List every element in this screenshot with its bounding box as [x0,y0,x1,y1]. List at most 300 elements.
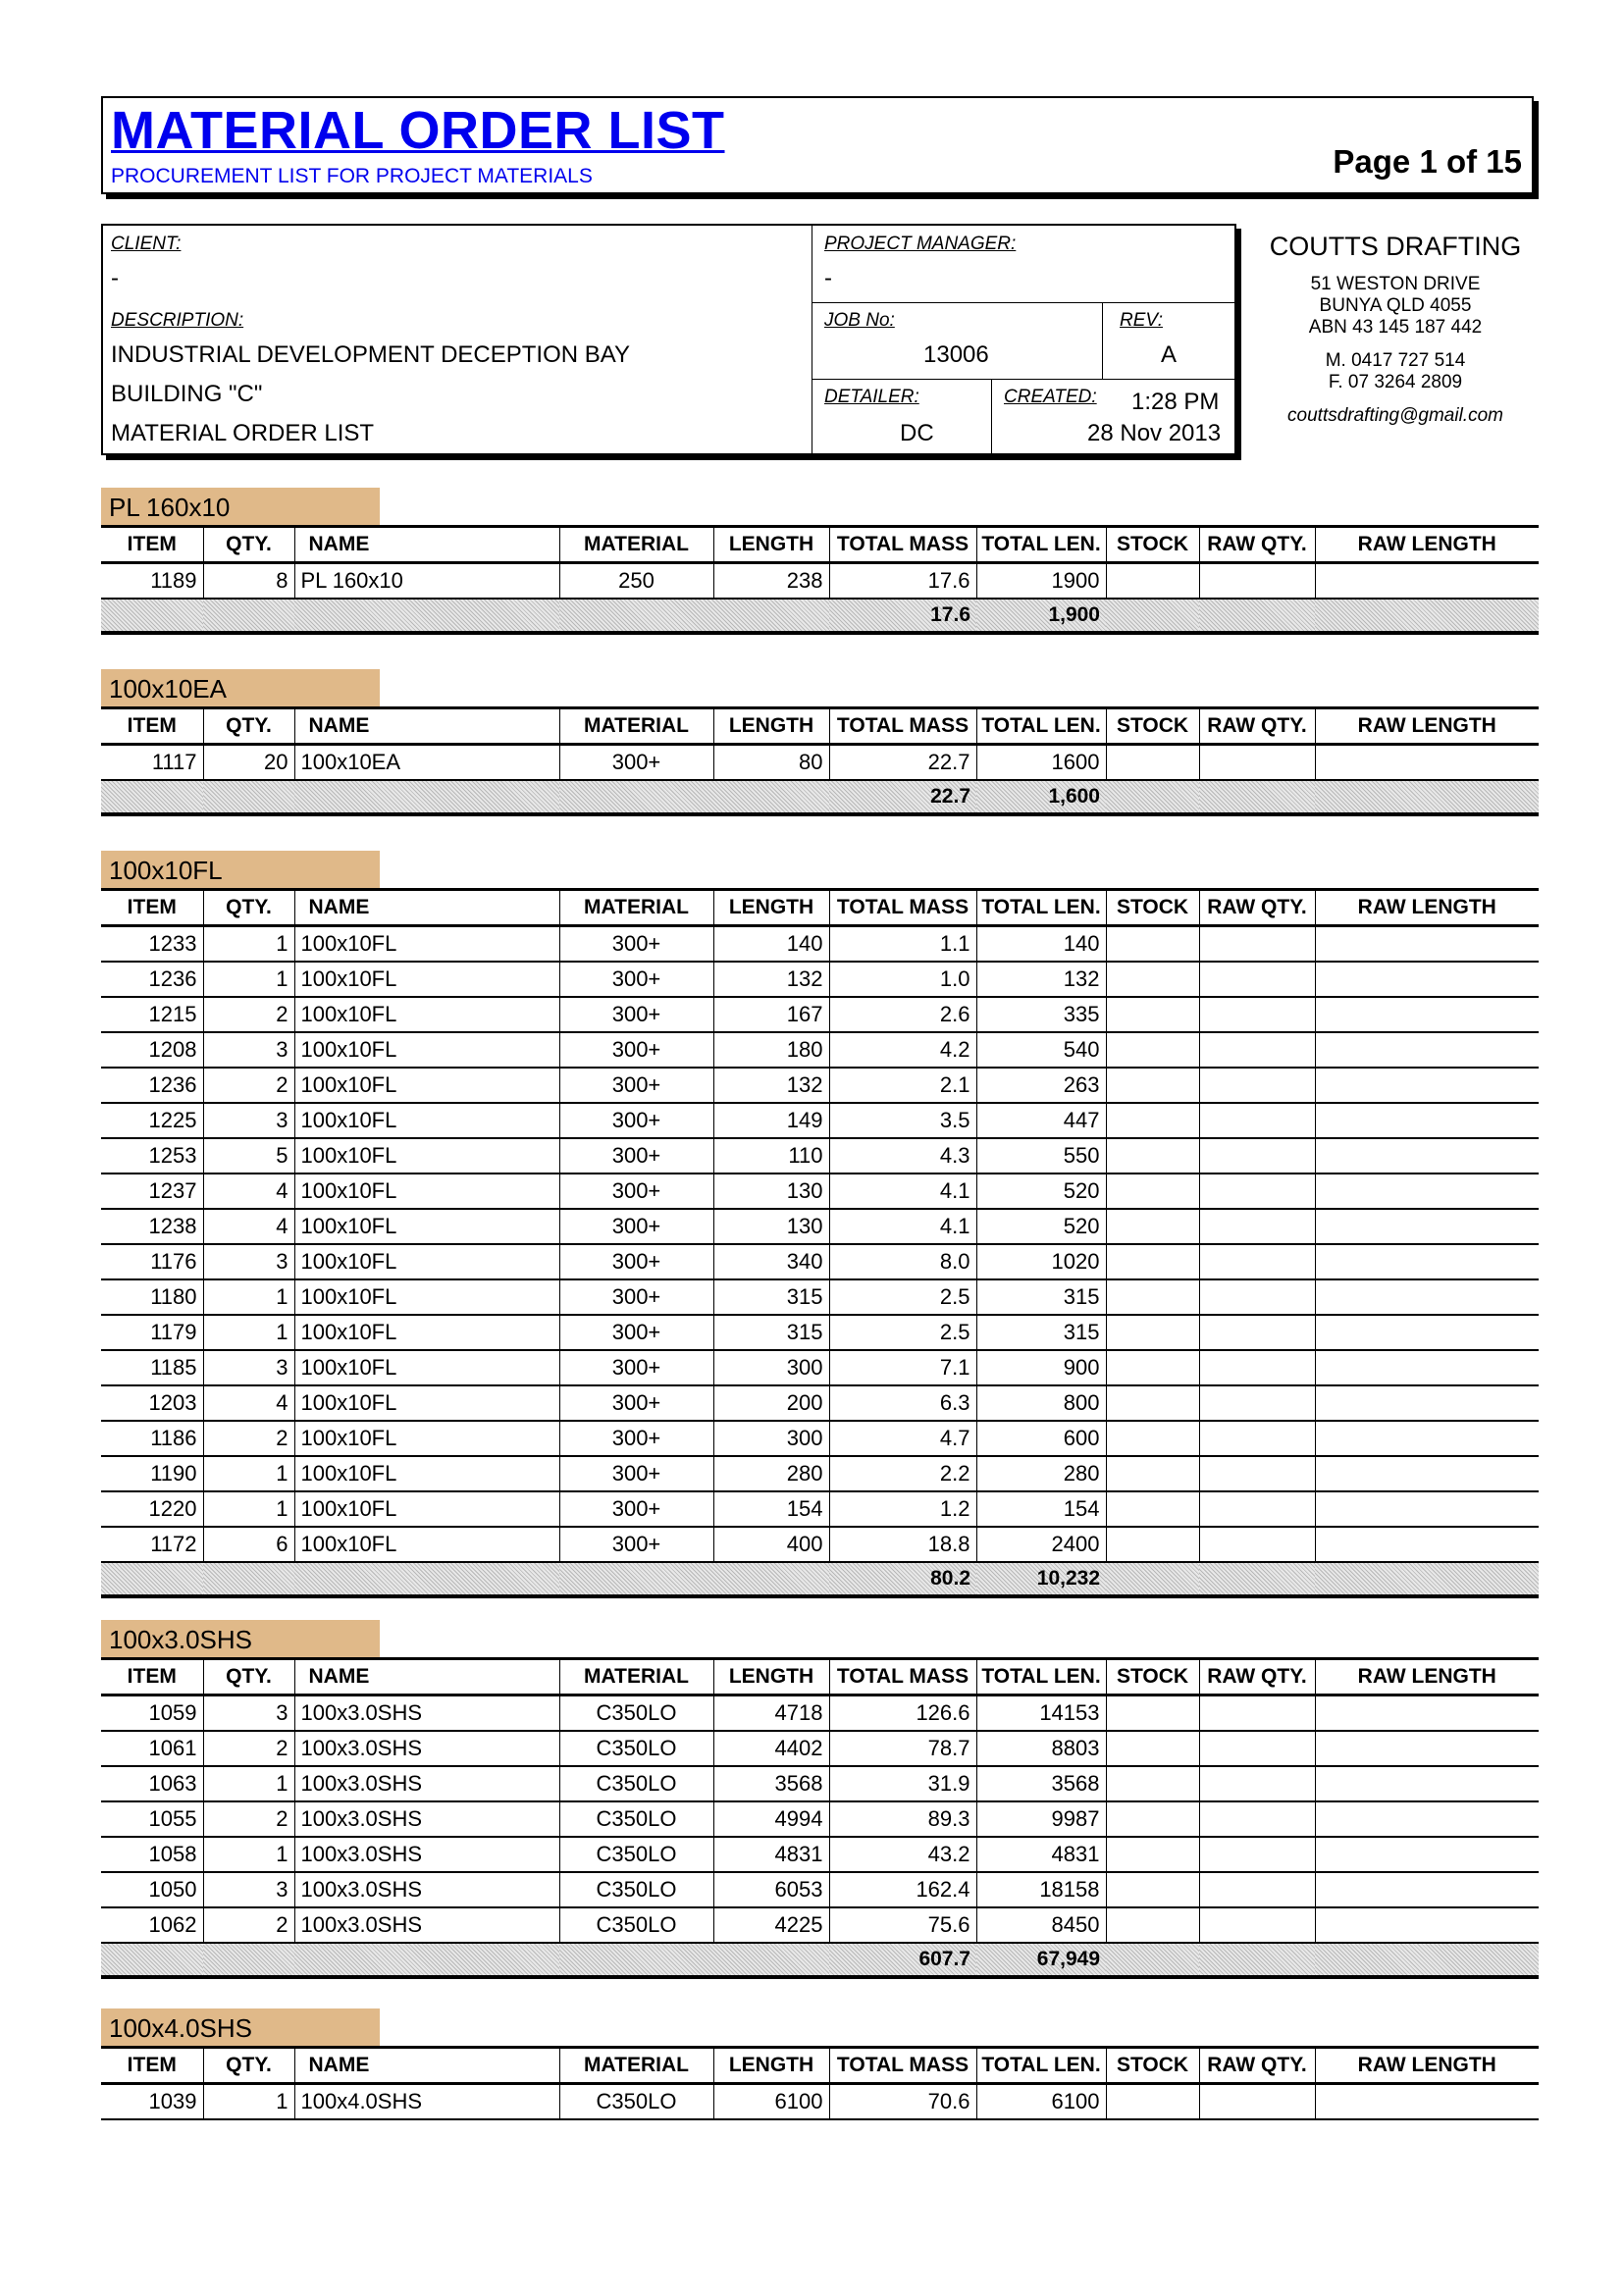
table-cell [1315,745,1539,781]
table-cell [1315,1766,1539,1801]
table-cell [1106,926,1199,963]
company-fax: F. 07 3264 2809 [1328,372,1463,392]
column-header: ITEM [101,2048,203,2084]
table-cell: 1180 [101,1279,203,1315]
table-row [101,1068,1539,1103]
table-cell: 300+ [559,1209,713,1244]
total-cell [101,1943,203,1977]
table-cell: 100x4.0SHS [294,2084,559,2120]
table-cell [1106,1456,1199,1491]
company-name: COUTTS DRAFTING [1269,232,1522,261]
table-cell: 300+ [559,1244,713,1279]
table-cell [1315,1872,1539,1907]
table-cell: 1.1 [829,926,976,963]
table-cell [1315,1103,1539,1138]
project-manager-value: - [824,265,832,291]
table-cell: 4 [203,1385,294,1421]
table-cell: 154 [713,1491,829,1527]
table-cell [1199,1527,1315,1562]
table-cell [1315,1801,1539,1837]
table-cell: 4 [203,1209,294,1244]
table-cell: 1233 [101,926,203,963]
table-cell: 4.3 [829,1138,976,1174]
table-cell [1315,1350,1539,1385]
column-header: MATERIAL [559,2048,713,2084]
material-table [101,888,1539,1598]
table-cell [1199,962,1315,997]
table-cell: 1176 [101,1244,203,1279]
table-cell: 100x10FL [294,1209,559,1244]
title-box [101,96,1534,194]
column-header: RAW LENGTH [1315,708,1539,745]
table-cell [1106,1032,1199,1068]
table-cell [1199,1032,1315,1068]
table-cell [1315,1138,1539,1174]
table-cell: 1203 [101,1385,203,1421]
table-cell: 154 [976,1491,1106,1527]
table-cell: 2 [203,1731,294,1766]
total-row [101,1943,1539,1977]
table-cell: 180 [713,1032,829,1068]
detailer-label: DETAILER: [824,387,919,407]
total-cell [559,780,713,814]
table-cell: 340 [713,1244,829,1279]
table-cell [1199,1456,1315,1491]
table-row [101,1385,1539,1421]
table-cell: 4831 [976,1837,1106,1872]
table-cell: 2.1 [829,1068,976,1103]
column-header: RAW QTY. [1199,2048,1315,2084]
table-row [101,1456,1539,1491]
total-row [101,1562,1539,1596]
total-length: 1,600 [976,780,1106,814]
table-cell: 1 [203,1491,294,1527]
table-cell: 1117 [101,745,203,781]
column-header: QTY. [203,890,294,926]
table-cell: 100x10FL [294,1032,559,1068]
table-cell: 100x3.0SHS [294,1731,559,1766]
table-cell: PL 160x10 [294,563,559,600]
total-cell [203,1562,294,1596]
table-cell: 300+ [559,1174,713,1209]
table-cell [1315,1315,1539,1350]
table-cell [1106,1872,1199,1907]
table-cell: 3 [203,1244,294,1279]
table-row [101,1801,1539,1837]
table-header-row [101,1659,1539,1695]
table-row [101,1244,1539,1279]
table-cell: 300+ [559,1138,713,1174]
table-cell [1106,1315,1199,1350]
table-cell: 1050 [101,1872,203,1907]
table-cell [1315,1032,1539,1068]
table-row [101,1837,1539,1872]
table-cell: 300 [713,1350,829,1385]
table-cell: 1 [203,1766,294,1801]
table-cell [1199,1801,1315,1837]
table-cell: 300+ [559,997,713,1032]
total-mass: 80.2 [829,1562,976,1596]
table-cell [1106,1385,1199,1421]
table-cell: 1062 [101,1907,203,1943]
table-cell: 162.4 [829,1872,976,1907]
total-cell [559,1943,713,1977]
total-cell [294,1943,559,1977]
table-cell: 6.3 [829,1385,976,1421]
table-cell: 100x3.0SHS [294,1907,559,1943]
table-cell: 132 [713,1068,829,1103]
table-cell: 1063 [101,1766,203,1801]
table-cell: 8803 [976,1731,1106,1766]
column-header: NAME [294,890,559,926]
table-cell: 300+ [559,1103,713,1138]
total-cell [1199,780,1315,814]
column-header: MATERIAL [559,527,713,563]
table-cell: 140 [713,926,829,963]
table-cell: 70.6 [829,2084,976,2120]
table-cell [1199,1907,1315,1943]
column-header: TOTAL MASS [829,708,976,745]
table-cell: 3 [203,1695,294,1732]
table-cell: 100x10FL [294,1174,559,1209]
table-header-row [101,890,1539,926]
material-table [101,1657,1539,1979]
table-cell: 1236 [101,962,203,997]
company-abn: ABN 43 145 187 442 [1308,317,1483,338]
table-cell [1106,1766,1199,1801]
table-row [101,2084,1539,2120]
table-header-row [101,2048,1539,2084]
table-cell: 1 [203,1456,294,1491]
created-date: 28 Nov 2013 [1087,420,1222,446]
client-value: - [111,265,119,291]
table-cell: 2.5 [829,1279,976,1315]
table-cell: 263 [976,1068,1106,1103]
table-cell: 300+ [559,1315,713,1350]
table-cell [1199,1766,1315,1801]
table-cell: 100x3.0SHS [294,1695,559,1732]
column-header: TOTAL MASS [829,890,976,926]
column-header: RAW LENGTH [1315,890,1539,926]
table-cell: 126.6 [829,1695,976,1732]
table-cell: 4.2 [829,1032,976,1068]
total-mass: 22.7 [829,780,976,814]
table-cell: 110 [713,1138,829,1174]
table-cell [1315,1907,1539,1943]
table-cell [1199,1244,1315,1279]
table-cell: 2 [203,997,294,1032]
table-cell: 1 [203,2084,294,2120]
table-cell: 100x3.0SHS [294,1837,559,1872]
table-cell: C350LO [559,1907,713,1943]
table-cell: 900 [976,1350,1106,1385]
table-cell: 1900 [976,563,1106,600]
table-cell [1315,563,1539,600]
table-cell: 100x10FL [294,962,559,997]
table-cell: 3 [203,1032,294,1068]
table-cell: 100x3.0SHS [294,1801,559,1837]
table-cell: 8 [203,563,294,600]
table-cell: 4.1 [829,1174,976,1209]
table-cell: 1238 [101,1209,203,1244]
column-header: STOCK [1106,1659,1199,1695]
table-cell: 1179 [101,1315,203,1350]
total-cell [1199,599,1315,633]
table-cell [1199,1138,1315,1174]
table-cell: 315 [976,1279,1106,1315]
table-cell: 100x10FL [294,1279,559,1315]
column-header: QTY. [203,708,294,745]
table-cell: 2.2 [829,1456,976,1491]
table-cell [1315,1209,1539,1244]
table-cell: 800 [976,1385,1106,1421]
table-cell: 3 [203,1872,294,1907]
total-cell [203,780,294,814]
table-cell: 4 [203,1174,294,1209]
table-cell: 315 [713,1279,829,1315]
table-cell [1106,1174,1199,1209]
table-cell [1315,1527,1539,1562]
table-cell: 335 [976,997,1106,1032]
material-table [101,2046,1539,2120]
revision-value: A [1161,341,1178,368]
table-cell: 1215 [101,997,203,1032]
table-cell: 1190 [101,1456,203,1491]
table-cell [1199,1695,1315,1732]
table-cell [1315,1731,1539,1766]
table-cell: 200 [713,1385,829,1421]
company-mobile: M. 0417 727 514 [1325,350,1466,371]
table-cell: C350LO [559,1695,713,1732]
column-header: MATERIAL [559,708,713,745]
table-cell: 2.6 [829,997,976,1032]
column-header: TOTAL MASS [829,527,976,563]
table-cell [1106,745,1199,781]
table-cell [1199,1103,1315,1138]
table-cell: 1189 [101,563,203,600]
table-row [101,1527,1539,1562]
table-cell: 2 [203,1801,294,1837]
table-cell: 100x10FL [294,1138,559,1174]
column-header: RAW LENGTH [1315,2048,1539,2084]
table-cell: 520 [976,1209,1106,1244]
table-cell [1106,2084,1199,2120]
column-header: TOTAL MASS [829,1659,976,1695]
column-header: ITEM [101,1659,203,1695]
table-cell: 1253 [101,1138,203,1174]
total-cell [101,1562,203,1596]
table-cell: 100x10FL [294,1527,559,1562]
table-cell: 520 [976,1174,1106,1209]
table-row [101,1138,1539,1174]
table-cell: 238 [713,563,829,600]
table-cell: 300+ [559,1491,713,1527]
table-cell: 100x10FL [294,1350,559,1385]
column-header: TOTAL LEN. [976,708,1106,745]
table-cell [1106,1527,1199,1562]
table-row [101,1907,1539,1943]
table-cell [1106,1801,1199,1837]
total-cell [559,1562,713,1596]
table-cell: 130 [713,1209,829,1244]
material-table [101,525,1539,635]
company-email: couttsdrafting@gmail.com [1287,405,1503,426]
table-cell: 100x10EA [294,745,559,781]
table-cell [1199,926,1315,963]
table-cell: 1 [203,1837,294,1872]
table-row [101,745,1539,781]
table-cell: 4.7 [829,1421,976,1456]
table-cell: 300+ [559,1279,713,1315]
table-cell: 550 [976,1138,1106,1174]
section-title: 100x10EA [101,669,380,706]
table-cell: 1020 [976,1244,1106,1279]
table-cell [1199,1279,1315,1315]
column-header: TOTAL LEN. [976,1659,1106,1695]
client-label: CLIENT: [111,234,182,254]
table-row [101,1279,1539,1315]
total-cell [1106,1943,1199,1977]
total-cell [559,599,713,633]
table-cell: 1185 [101,1350,203,1385]
column-header: RAW LENGTH [1315,1659,1539,1695]
table-cell: 6100 [713,2084,829,2120]
table-cell: 300+ [559,1068,713,1103]
table-cell [1106,1421,1199,1456]
table-cell: 2 [203,1068,294,1103]
table-row [101,1032,1539,1068]
table-cell: 100x10FL [294,926,559,963]
document-subtitle: PROCUREMENT LIST FOR PROJECT MATERIALS [111,165,593,187]
table-cell: 100x10FL [294,1103,559,1138]
table-cell [1199,997,1315,1032]
table-cell [1106,997,1199,1032]
table-cell: 18158 [976,1872,1106,1907]
table-cell [1199,1350,1315,1385]
table-cell: 14153 [976,1695,1106,1732]
table-header-row [101,527,1539,563]
table-header-row [101,708,1539,745]
table-cell: 300+ [559,926,713,963]
table-cell: 130 [713,1174,829,1209]
table-row [101,563,1539,600]
table-cell: 1039 [101,2084,203,2120]
table-cell: 447 [976,1103,1106,1138]
created-label: CREATED: [1004,387,1097,407]
total-cell [713,780,829,814]
total-cell [1315,780,1539,814]
table-cell: 6053 [713,1872,829,1907]
table-cell: 250 [559,563,713,600]
table-cell [1315,1279,1539,1315]
table-cell: 17.6 [829,563,976,600]
table-cell: 4831 [713,1837,829,1872]
table-cell: 3.5 [829,1103,976,1138]
total-cell [101,599,203,633]
table-cell [1106,1731,1199,1766]
table-cell [1106,962,1199,997]
table-cell [1199,563,1315,600]
table-cell: C350LO [559,1731,713,1766]
table-cell: 1600 [976,745,1106,781]
table-cell: 132 [976,962,1106,997]
table-cell: 1055 [101,1801,203,1837]
table-row [101,1209,1539,1244]
table-cell [1199,1315,1315,1350]
table-cell: 167 [713,997,829,1032]
table-cell: 4225 [713,1907,829,1943]
total-row [101,780,1539,814]
column-header: ITEM [101,890,203,926]
total-cell [203,599,294,633]
table-cell [1315,926,1539,963]
document-title: MATERIAL ORDER LIST [111,101,725,160]
table-cell [1315,1695,1539,1732]
table-cell [1106,1279,1199,1315]
column-header: ITEM [101,708,203,745]
table-cell: 315 [713,1315,829,1350]
table-cell: 4.1 [829,1209,976,1244]
column-header: STOCK [1106,527,1199,563]
table-cell: 300+ [559,1456,713,1491]
table-cell: 280 [713,1456,829,1491]
table-cell [1199,1385,1315,1421]
section-title: 100x3.0SHS [101,1620,380,1657]
table-cell: C350LO [559,1766,713,1801]
total-cell [713,1943,829,1977]
column-header: QTY. [203,1659,294,1695]
table-cell [1106,1695,1199,1732]
table-cell: 5 [203,1138,294,1174]
table-cell: 1172 [101,1527,203,1562]
table-cell: 1 [203,1279,294,1315]
revision-label: REV: [1120,310,1164,331]
table-row [101,1350,1539,1385]
table-cell: 3568 [976,1766,1106,1801]
total-cell [294,599,559,633]
table-cell: 1237 [101,1174,203,1209]
column-header: NAME [294,2048,559,2084]
column-header: STOCK [1106,890,1199,926]
table-cell [1315,1456,1539,1491]
table-cell [1199,1068,1315,1103]
column-header: NAME [294,708,559,745]
table-cell: 1061 [101,1731,203,1766]
table-cell: 7.1 [829,1350,976,1385]
table-row [101,1103,1539,1138]
total-cell [1106,599,1199,633]
table-cell: 1.2 [829,1491,976,1527]
material-table [101,706,1539,816]
table-cell: 1220 [101,1491,203,1527]
table-cell: 4718 [713,1695,829,1732]
table-cell: 300+ [559,962,713,997]
table-cell [1315,1385,1539,1421]
table-cell: C350LO [559,1872,713,1907]
total-length: 67,949 [976,1943,1106,1977]
table-cell: 20 [203,745,294,781]
table-cell: 89.3 [829,1801,976,1837]
column-header: STOCK [1106,708,1199,745]
column-header: RAW QTY. [1199,1659,1315,1695]
table-cell: 400 [713,1527,829,1562]
column-header: TOTAL LEN. [976,2048,1106,2084]
table-cell: 31.9 [829,1766,976,1801]
project-manager-label: PROJECT MANAGER: [824,234,1017,254]
job-number-label: JOB No: [824,310,895,331]
table-cell: 100x10FL [294,1491,559,1527]
column-header: RAW QTY. [1199,527,1315,563]
